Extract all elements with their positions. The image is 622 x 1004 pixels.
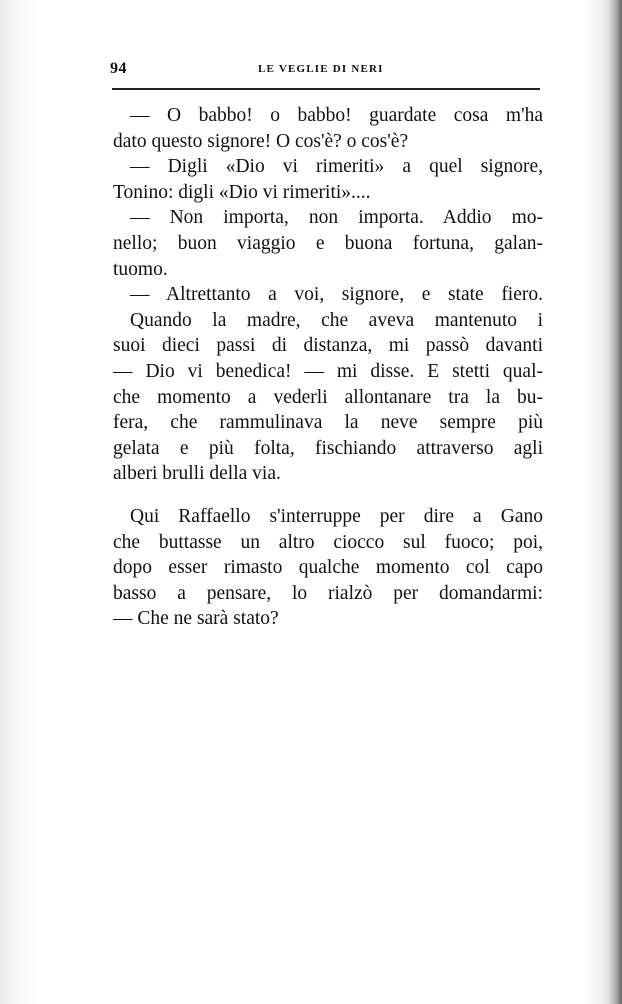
page-number: 94: [110, 60, 127, 77]
text-line: dopo esser rimasto qualche momento col capo: [113, 557, 543, 579]
text-line: Qui Raffaello s'interruppe per dire a Gano: [130, 506, 543, 527]
text-line: — Digli «Dio vi rimeriti» a quel signore,: [130, 156, 543, 178]
text-line: suoi dieci passi di distanza, mi passò davanti: [113, 335, 543, 357]
text-line: Tonino: digli «Dio vi rimeriti»....: [113, 181, 371, 203]
running-title: LE VEGLIE DI NERI: [258, 63, 384, 75]
text-line: — Dio vi benedica! — mi disse. E stetti qual-: [113, 360, 543, 382]
page-edge-shadow: [608, 0, 622, 1004]
text-line: che momento a vederli allontanare tra la bu-: [113, 386, 543, 408]
text-line: — Che ne sarà stato?: [113, 608, 279, 630]
text-line: — Altrettanto a voi, signore, e state fiero.: [130, 284, 543, 306]
page-header: [110, 60, 540, 82]
text-line: basso a pensare, lo rialzò per domandarmi:: [113, 582, 543, 604]
text-line: — Non importa, non importa. Addio mo-: [130, 207, 543, 229]
text-line: che buttasse un altro ciocco sul fuoco; poi,: [113, 531, 543, 553]
text-line: Quando la madre, che aveva mantenuto i: [130, 309, 543, 331]
paragraph-dialogue: [113, 103, 543, 487]
text-line: alberi brulli della via.: [113, 463, 281, 485]
text-line: — O babbo! o babbo! guardate cosa m'ha: [130, 105, 543, 126]
text-line: nello; buon viaggio e buona fortuna, galan-: [113, 232, 543, 254]
header-rule: [112, 88, 540, 90]
text-line: tuomo.: [113, 258, 168, 280]
text-line: fera, che rammulinava la neve sempre più: [113, 412, 543, 434]
text-line: gelata e più folta, fischiando attraverso agli: [113, 437, 543, 459]
text-line: dato questo signore! O cos'è? o cos'è?: [113, 130, 409, 152]
paragraph-closing: [113, 504, 543, 632]
